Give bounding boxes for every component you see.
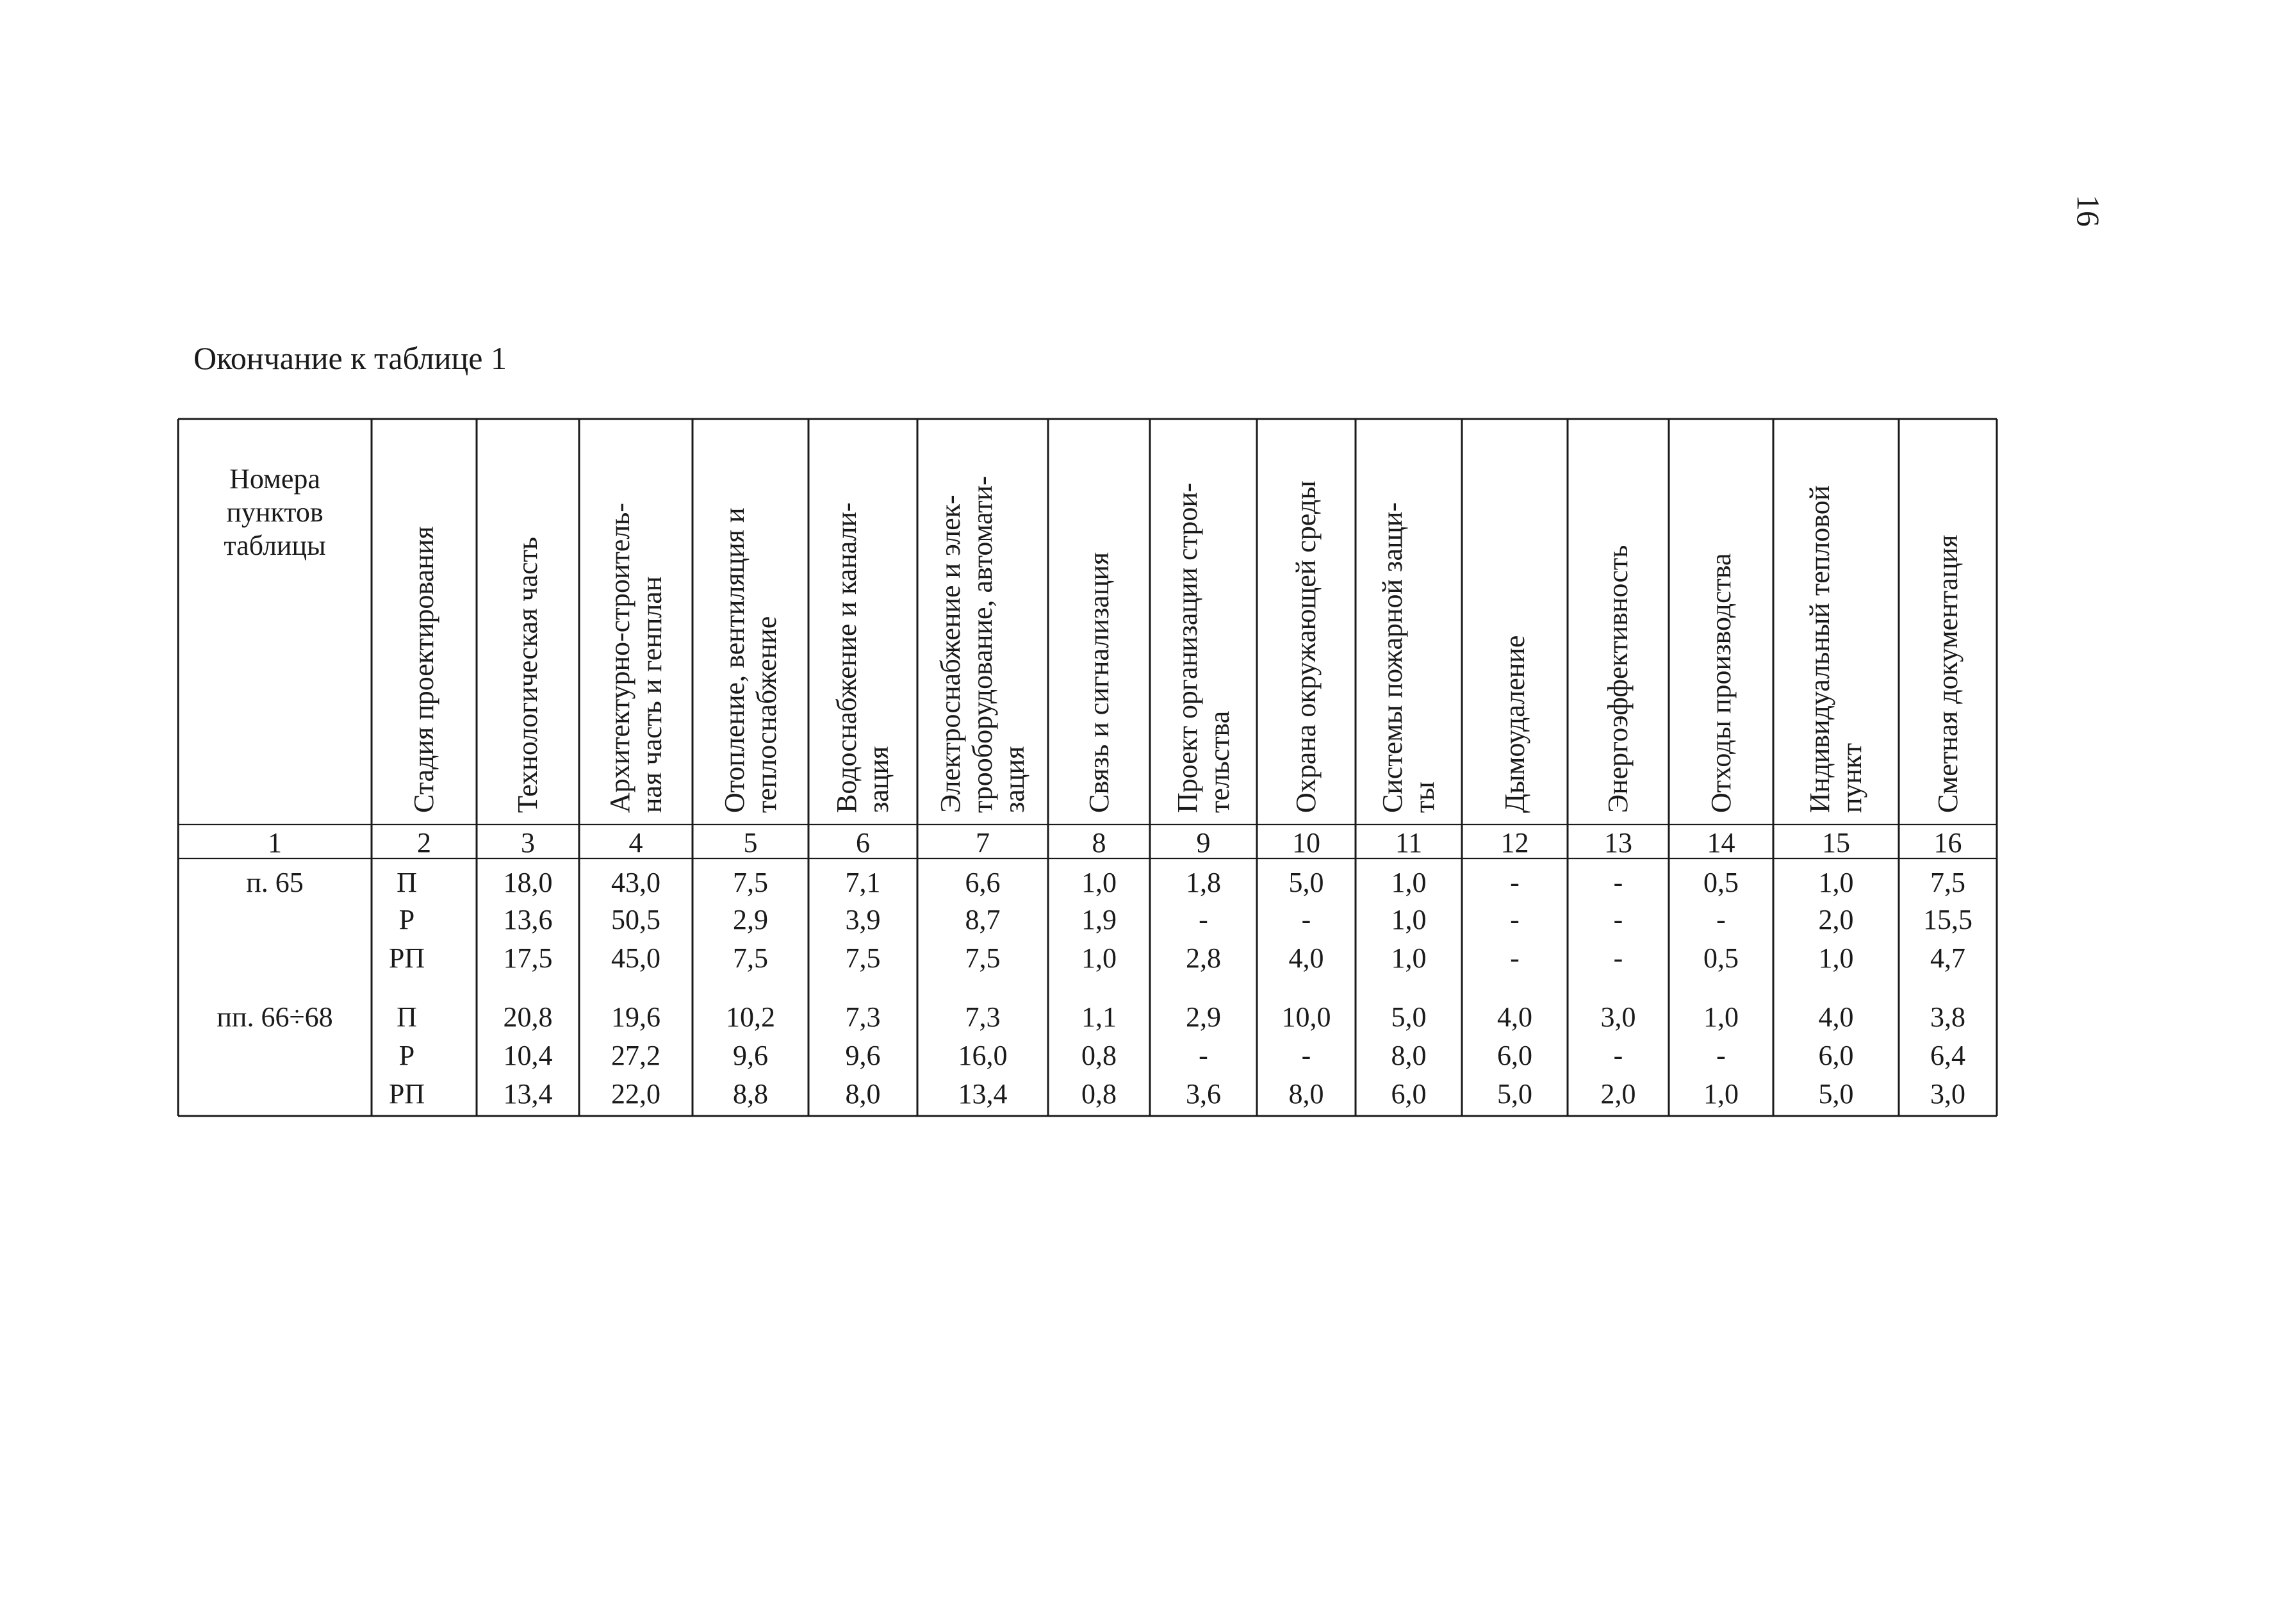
stage-cell: Р [398, 904, 415, 935]
header-col-11: Системы пожарной защи- ты [1377, 502, 1441, 813]
column-number: 9 [1196, 826, 1211, 858]
column-number: 3 [521, 826, 535, 858]
value-cell: 7,5 [733, 942, 768, 974]
value-cell: 2,0 [1600, 1078, 1636, 1110]
value-cell: 4,7 [1930, 942, 1965, 974]
value-cell: 0,8 [1081, 1078, 1117, 1110]
value-cell: 13,6 [503, 904, 553, 935]
value-cell: 43,0 [611, 867, 660, 898]
value-cell: 0,5 [1703, 867, 1739, 898]
value-cell: 1,8 [1186, 867, 1221, 898]
value-cell: 1,0 [1391, 942, 1427, 974]
group-label: пп. 66÷68 [217, 1001, 333, 1033]
column-number: 8 [1092, 826, 1106, 858]
header-col-7: Электроснабжение и элек- трооборудование, автомати- зация [935, 476, 1031, 813]
value-cell: 8,7 [965, 904, 1001, 935]
value-cell: 18,0 [503, 867, 553, 898]
header-col-5: Отопление, вентиляция и теплоснабжение [718, 507, 782, 813]
value-cell: 10,4 [503, 1040, 553, 1071]
value-cell: 20,8 [503, 1001, 553, 1033]
column-number: 15 [1822, 826, 1850, 858]
stage-cell: РП [388, 942, 425, 974]
value-cell: 13,4 [503, 1078, 553, 1110]
column-number: 12 [1500, 826, 1529, 858]
value-cell: 6,0 [1818, 1040, 1854, 1071]
value-cell: 1,1 [1081, 1001, 1117, 1033]
value-cell: 8,8 [733, 1078, 768, 1110]
value-cell: 50,5 [611, 904, 660, 935]
stage-cell: П [397, 867, 417, 898]
value-cell: - [1510, 904, 1520, 935]
value-cell: 1,0 [1081, 942, 1117, 974]
value-cell: 1,9 [1081, 904, 1117, 935]
value-cell: 8,0 [1288, 1078, 1324, 1110]
header-col-16: Сметная документация [1931, 534, 1964, 813]
value-cell: 1,0 [1081, 867, 1117, 898]
header-col-14: Отходы производства [1705, 553, 1737, 813]
value-cell: - [1510, 942, 1520, 974]
value-cell: 3,0 [1600, 1001, 1636, 1033]
header-col-13: Энергоэффективность [1602, 545, 1634, 813]
value-cell: 0,8 [1081, 1040, 1117, 1071]
value-cell: 6,0 [1391, 1078, 1427, 1110]
value-cell: - [1716, 1040, 1726, 1071]
value-cell: 8,0 [845, 1078, 881, 1110]
group-label: п. 65 [246, 867, 304, 898]
header-col-2: Стадия проектирования [408, 526, 439, 813]
value-cell: 2,0 [1818, 904, 1854, 935]
value-cell: 3,9 [845, 904, 881, 935]
stage-cell: Р [398, 1040, 415, 1071]
value-cell: 3,8 [1930, 1001, 1965, 1033]
value-cell: 5,0 [1497, 1078, 1532, 1110]
page-number: 16 [2070, 195, 2106, 227]
value-cell: 6,0 [1497, 1040, 1532, 1071]
value-cell: 10,0 [1281, 1001, 1331, 1033]
column-number: 11 [1395, 826, 1423, 858]
column-number: 7 [976, 826, 990, 858]
value-cell: 9,6 [845, 1040, 881, 1071]
value-cell: 1,0 [1703, 1001, 1739, 1033]
value-cell: 3,6 [1186, 1078, 1221, 1110]
value-cell: 6,4 [1930, 1040, 1965, 1071]
column-number: 13 [1604, 826, 1632, 858]
value-cell: 7,3 [965, 1001, 1001, 1033]
column-number: 2 [417, 826, 431, 858]
value-cell: 17,5 [503, 942, 553, 974]
value-cell: 6,6 [965, 867, 1001, 898]
column-number: 16 [1933, 826, 1962, 858]
value-cell: - [1301, 1040, 1311, 1071]
value-cell: - [1613, 1040, 1623, 1071]
header-col-12: Дымоудаление [1498, 635, 1530, 813]
header-col-3: Технологическая часть [512, 537, 543, 813]
value-cell: 9,6 [733, 1040, 768, 1071]
value-cell: - [1301, 904, 1311, 935]
value-cell: 10,2 [726, 1001, 775, 1033]
column-number: 6 [856, 826, 870, 858]
header-col-6: Водоснабжение и канали- зация [831, 502, 895, 813]
value-cell: 13,4 [958, 1078, 1008, 1110]
column-number: 10 [1292, 826, 1320, 858]
value-cell: 7,5 [965, 942, 1001, 974]
value-cell: 3,0 [1930, 1078, 1965, 1110]
value-cell: 2,9 [1186, 1001, 1221, 1033]
value-cell: 22,0 [611, 1078, 660, 1110]
header-col-4: Архитектурно-строитель- ная часть и генплан [603, 503, 668, 813]
value-cell: - [1613, 904, 1623, 935]
value-cell: 15,5 [1923, 904, 1972, 935]
column-number: 4 [628, 826, 643, 858]
value-cell: 1,0 [1818, 867, 1854, 898]
value-cell: 1,0 [1818, 942, 1854, 974]
value-cell: 5,0 [1288, 867, 1324, 898]
value-cell: 1,0 [1391, 904, 1427, 935]
column-number: 14 [1707, 826, 1735, 858]
value-cell: 4,0 [1497, 1001, 1532, 1033]
value-cell: 5,0 [1818, 1078, 1854, 1110]
value-cell: - [1199, 1040, 1208, 1071]
value-cell: 7,5 [1930, 867, 1965, 898]
value-cell: - [1199, 904, 1208, 935]
value-cell: - [1510, 867, 1520, 898]
table-caption: Окончание к таблице 1 [193, 340, 507, 376]
header-col-10: Охрана окружающей среды [1290, 480, 1322, 813]
header-col-15: Индивидуальный тепловой пункт [1804, 485, 1868, 813]
header-col-9: Проект организации строи- тельства [1171, 482, 1235, 813]
value-cell: 1,0 [1391, 867, 1427, 898]
value-cell: 7,5 [845, 942, 881, 974]
value-cell: 5,0 [1391, 1001, 1427, 1033]
header-item-numbers: Номера пунктов таблицы [224, 463, 326, 561]
value-cell: - [1613, 867, 1623, 898]
stage-cell: РП [388, 1078, 425, 1110]
value-cell: 4,0 [1818, 1001, 1854, 1033]
value-cell: 19,6 [611, 1001, 660, 1033]
stage-cell: П [397, 1001, 417, 1033]
value-cell: - [1716, 904, 1726, 935]
value-cell: - [1613, 942, 1623, 974]
value-cell: 45,0 [611, 942, 660, 974]
value-cell: 2,8 [1186, 942, 1221, 974]
value-cell: 8,0 [1391, 1040, 1427, 1071]
value-cell: 4,0 [1288, 942, 1324, 974]
value-cell: 27,2 [611, 1040, 660, 1071]
value-cell: 2,9 [733, 904, 768, 935]
value-cell: 7,3 [845, 1001, 881, 1033]
value-cell: 7,1 [845, 867, 881, 898]
column-number: 5 [743, 826, 758, 858]
value-cell: 0,5 [1703, 942, 1739, 974]
value-cell: 1,0 [1703, 1078, 1739, 1110]
header-col-8: Связь и сигнализация [1083, 552, 1115, 813]
column-number: 1 [268, 826, 282, 858]
value-cell: 16,0 [958, 1040, 1008, 1071]
value-cell: 7,5 [733, 867, 768, 898]
